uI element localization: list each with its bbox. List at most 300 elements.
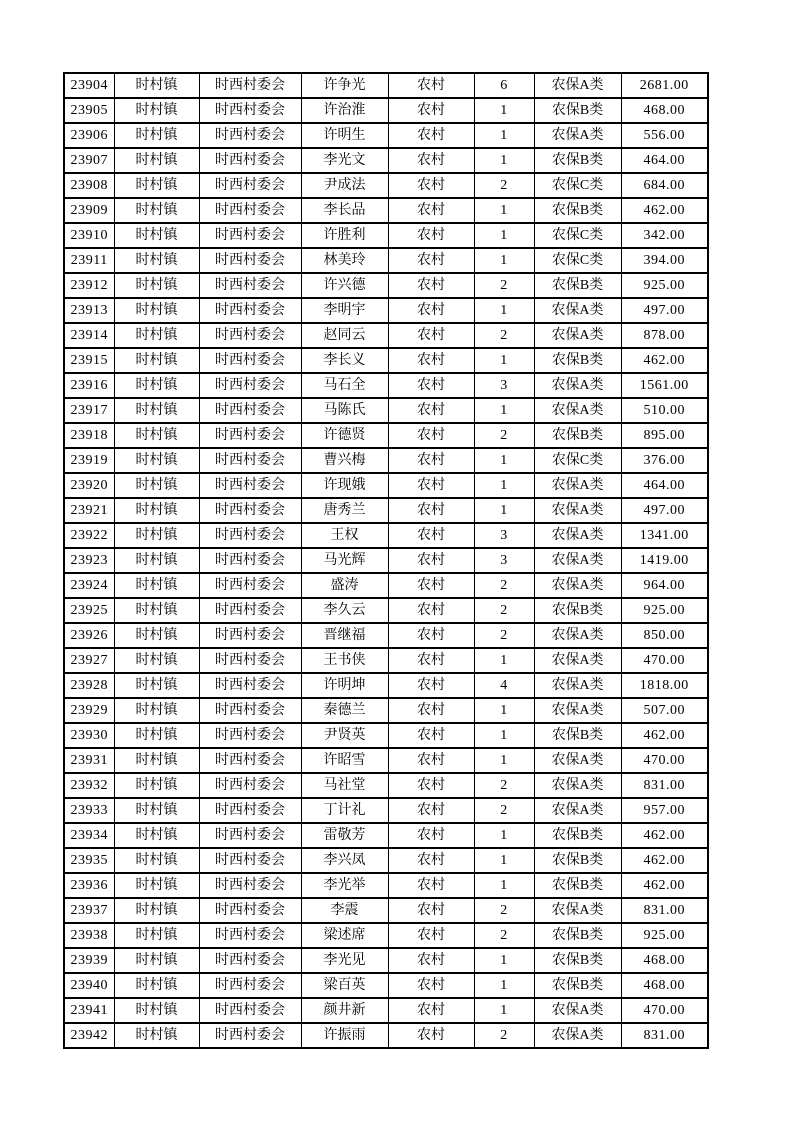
insurance-category-cell: 农保A类 — [534, 623, 621, 648]
person-name-cell: 曹兴梅 — [301, 448, 388, 473]
record-id-cell: 23917 — [64, 398, 114, 423]
person-count-cell: 2 — [474, 173, 534, 198]
insurance-category-cell: 农保A类 — [534, 123, 621, 148]
table-row — [64, 123, 708, 148]
town-cell: 时村镇 — [114, 548, 199, 573]
person-name-cell: 马光辉 — [301, 548, 388, 573]
village-committee-cell: 时西村委会 — [199, 248, 301, 273]
town-cell: 时村镇 — [114, 623, 199, 648]
village-committee-cell: 时西村委会 — [199, 223, 301, 248]
insurance-category-cell: 农保A类 — [534, 798, 621, 823]
table-row — [64, 748, 708, 773]
village-committee-cell: 时西村委会 — [199, 848, 301, 873]
person-name-cell: 颜井新 — [301, 998, 388, 1023]
insurance-category-cell: 农保B类 — [534, 148, 621, 173]
amount-cell: 510.00 — [621, 398, 708, 423]
table-row — [64, 373, 708, 398]
person-name-cell: 李光举 — [301, 873, 388, 898]
person-count-cell: 2 — [474, 898, 534, 923]
village-committee-cell: 时西村委会 — [199, 523, 301, 548]
insurance-category-cell: 农保A类 — [534, 523, 621, 548]
insurance-category-cell: 农保C类 — [534, 248, 621, 273]
amount-cell: 556.00 — [621, 123, 708, 148]
town-cell: 时村镇 — [114, 698, 199, 723]
insurance-category-cell: 农保B类 — [534, 873, 621, 898]
amount-cell: 964.00 — [621, 573, 708, 598]
table-row — [64, 723, 708, 748]
table-row — [64, 73, 708, 98]
insurance-category-cell: 农保B类 — [534, 598, 621, 623]
person-name-cell: 许振雨 — [301, 1023, 388, 1048]
town-cell: 时村镇 — [114, 948, 199, 973]
record-id-cell: 23906 — [64, 123, 114, 148]
table-row — [64, 248, 708, 273]
town-cell: 时村镇 — [114, 923, 199, 948]
town-cell: 时村镇 — [114, 123, 199, 148]
insurance-category-cell: 农保B类 — [534, 823, 621, 848]
amount-cell: 507.00 — [621, 698, 708, 723]
person-count-cell: 1 — [474, 448, 534, 473]
residence-type-cell: 农村 — [388, 473, 474, 498]
insurance-roster-table — [63, 72, 709, 1049]
table-row — [64, 398, 708, 423]
person-name-cell: 王书侠 — [301, 648, 388, 673]
town-cell: 时村镇 — [114, 473, 199, 498]
person-count-cell: 3 — [474, 548, 534, 573]
insurance-category-cell: 农保B类 — [534, 348, 621, 373]
record-id-cell: 23935 — [64, 848, 114, 873]
residence-type-cell: 农村 — [388, 198, 474, 223]
table-row — [64, 1023, 708, 1048]
insurance-category-cell: 农保B类 — [534, 923, 621, 948]
residence-type-cell: 农村 — [388, 748, 474, 773]
residence-type-cell: 农村 — [388, 423, 474, 448]
residence-type-cell: 农村 — [388, 73, 474, 98]
person-name-cell: 马社堂 — [301, 773, 388, 798]
table-row — [64, 498, 708, 523]
town-cell: 时村镇 — [114, 348, 199, 373]
person-count-cell: 1 — [474, 698, 534, 723]
residence-type-cell: 农村 — [388, 648, 474, 673]
person-count-cell: 1 — [474, 248, 534, 273]
record-id-cell: 23938 — [64, 923, 114, 948]
insurance-category-cell: 农保B类 — [534, 948, 621, 973]
record-id-cell: 23905 — [64, 98, 114, 123]
person-count-cell: 1 — [474, 823, 534, 848]
person-count-cell: 1 — [474, 148, 534, 173]
town-cell: 时村镇 — [114, 173, 199, 198]
record-id-cell: 23910 — [64, 223, 114, 248]
record-id-cell: 23921 — [64, 498, 114, 523]
table-row — [64, 423, 708, 448]
person-name-cell: 尹成法 — [301, 173, 388, 198]
record-id-cell: 23931 — [64, 748, 114, 773]
village-committee-cell: 时西村委会 — [199, 548, 301, 573]
table-row — [64, 673, 708, 698]
person-count-cell: 1 — [474, 948, 534, 973]
residence-type-cell: 农村 — [388, 148, 474, 173]
village-committee-cell: 时西村委会 — [199, 473, 301, 498]
town-cell: 时村镇 — [114, 323, 199, 348]
residence-type-cell: 农村 — [388, 598, 474, 623]
village-committee-cell: 时西村委会 — [199, 98, 301, 123]
insurance-category-cell: 农保A类 — [534, 698, 621, 723]
insurance-category-cell: 农保A类 — [534, 773, 621, 798]
village-committee-cell: 时西村委会 — [199, 298, 301, 323]
table-row — [64, 448, 708, 473]
amount-cell: 462.00 — [621, 348, 708, 373]
table-row — [64, 998, 708, 1023]
person-name-cell: 李长义 — [301, 348, 388, 373]
town-cell: 时村镇 — [114, 973, 199, 998]
insurance-category-cell: 农保B类 — [534, 973, 621, 998]
record-id-cell: 23918 — [64, 423, 114, 448]
record-id-cell: 23941 — [64, 998, 114, 1023]
person-count-cell: 1 — [474, 748, 534, 773]
person-name-cell: 许德贤 — [301, 423, 388, 448]
town-cell: 时村镇 — [114, 998, 199, 1023]
residence-type-cell: 农村 — [388, 823, 474, 848]
residence-type-cell: 农村 — [388, 323, 474, 348]
amount-cell: 464.00 — [621, 473, 708, 498]
table-row — [64, 323, 708, 348]
person-name-cell: 雷敬芳 — [301, 823, 388, 848]
residence-type-cell: 农村 — [388, 673, 474, 698]
table-row — [64, 298, 708, 323]
residence-type-cell: 农村 — [388, 998, 474, 1023]
amount-cell: 1419.00 — [621, 548, 708, 573]
person-count-cell: 2 — [474, 273, 534, 298]
person-count-cell: 1 — [474, 973, 534, 998]
record-id-cell: 23932 — [64, 773, 114, 798]
record-id-cell: 23907 — [64, 148, 114, 173]
amount-cell: 462.00 — [621, 848, 708, 873]
record-id-cell: 23927 — [64, 648, 114, 673]
town-cell: 时村镇 — [114, 598, 199, 623]
record-id-cell: 23914 — [64, 323, 114, 348]
person-count-cell: 3 — [474, 373, 534, 398]
insurance-category-cell: 农保A类 — [534, 473, 621, 498]
residence-type-cell: 农村 — [388, 723, 474, 748]
village-committee-cell: 时西村委会 — [199, 598, 301, 623]
amount-cell: 376.00 — [621, 448, 708, 473]
insurance-category-cell: 农保A类 — [534, 998, 621, 1023]
amount-cell: 925.00 — [621, 923, 708, 948]
amount-cell: 462.00 — [621, 198, 708, 223]
table-row — [64, 848, 708, 873]
town-cell: 时村镇 — [114, 298, 199, 323]
town-cell: 时村镇 — [114, 448, 199, 473]
table-row — [64, 223, 708, 248]
person-count-cell: 2 — [474, 323, 534, 348]
village-committee-cell: 时西村委会 — [199, 973, 301, 998]
village-committee-cell: 时西村委会 — [199, 723, 301, 748]
person-name-cell: 李久云 — [301, 598, 388, 623]
table-row — [64, 598, 708, 623]
amount-cell: 878.00 — [621, 323, 708, 348]
village-committee-cell: 时西村委会 — [199, 623, 301, 648]
village-committee-cell: 时西村委会 — [199, 173, 301, 198]
person-name-cell: 丁计礼 — [301, 798, 388, 823]
person-count-cell: 2 — [474, 623, 534, 648]
table-row — [64, 473, 708, 498]
residence-type-cell: 农村 — [388, 623, 474, 648]
table-row — [64, 698, 708, 723]
amount-cell: 470.00 — [621, 998, 708, 1023]
village-committee-cell: 时西村委会 — [199, 698, 301, 723]
amount-cell: 497.00 — [621, 298, 708, 323]
village-committee-cell: 时西村委会 — [199, 323, 301, 348]
person-count-cell: 1 — [474, 123, 534, 148]
residence-type-cell: 农村 — [388, 123, 474, 148]
town-cell: 时村镇 — [114, 73, 199, 98]
town-cell: 时村镇 — [114, 198, 199, 223]
village-committee-cell: 时西村委会 — [199, 898, 301, 923]
insurance-category-cell: 农保A类 — [534, 673, 621, 698]
amount-cell: 831.00 — [621, 1023, 708, 1048]
village-committee-cell: 时西村委会 — [199, 1023, 301, 1048]
town-cell: 时村镇 — [114, 798, 199, 823]
person-count-cell: 2 — [474, 798, 534, 823]
town-cell: 时村镇 — [114, 248, 199, 273]
town-cell: 时村镇 — [114, 898, 199, 923]
person-name-cell: 马陈氏 — [301, 398, 388, 423]
amount-cell: 2681.00 — [621, 73, 708, 98]
amount-cell: 468.00 — [621, 948, 708, 973]
amount-cell: 895.00 — [621, 423, 708, 448]
amount-cell: 462.00 — [621, 723, 708, 748]
town-cell: 时村镇 — [114, 773, 199, 798]
residence-type-cell: 农村 — [388, 898, 474, 923]
town-cell: 时村镇 — [114, 223, 199, 248]
amount-cell: 831.00 — [621, 898, 708, 923]
record-id-cell: 23928 — [64, 673, 114, 698]
residence-type-cell: 农村 — [388, 498, 474, 523]
amount-cell: 462.00 — [621, 823, 708, 848]
table-row — [64, 923, 708, 948]
insurance-category-cell: 农保A类 — [534, 298, 621, 323]
insurance-category-cell: 农保A类 — [534, 73, 621, 98]
town-cell: 时村镇 — [114, 273, 199, 298]
person-name-cell: 许治淮 — [301, 98, 388, 123]
person-count-cell: 2 — [474, 423, 534, 448]
village-committee-cell: 时西村委会 — [199, 273, 301, 298]
person-name-cell: 王权 — [301, 523, 388, 548]
person-count-cell: 1 — [474, 648, 534, 673]
record-id-cell: 23920 — [64, 473, 114, 498]
table-row — [64, 823, 708, 848]
record-id-cell: 23942 — [64, 1023, 114, 1048]
village-committee-cell: 时西村委会 — [199, 748, 301, 773]
residence-type-cell: 农村 — [388, 773, 474, 798]
person-name-cell: 许兴德 — [301, 273, 388, 298]
village-committee-cell: 时西村委会 — [199, 398, 301, 423]
insurance-category-cell: 农保A类 — [534, 398, 621, 423]
town-cell: 时村镇 — [114, 98, 199, 123]
record-id-cell: 23933 — [64, 798, 114, 823]
residence-type-cell: 农村 — [388, 223, 474, 248]
insurance-category-cell: 农保C类 — [534, 223, 621, 248]
table-row — [64, 623, 708, 648]
village-committee-cell: 时西村委会 — [199, 73, 301, 98]
residence-type-cell: 农村 — [388, 448, 474, 473]
person-count-cell: 2 — [474, 598, 534, 623]
record-id-cell: 23924 — [64, 573, 114, 598]
person-count-cell: 1 — [474, 998, 534, 1023]
record-id-cell: 23909 — [64, 198, 114, 223]
amount-cell: 470.00 — [621, 648, 708, 673]
residence-type-cell: 农村 — [388, 298, 474, 323]
table-row — [64, 148, 708, 173]
person-name-cell: 马石全 — [301, 373, 388, 398]
amount-cell: 394.00 — [621, 248, 708, 273]
insurance-category-cell: 农保A类 — [534, 898, 621, 923]
amount-cell: 925.00 — [621, 273, 708, 298]
amount-cell: 1341.00 — [621, 523, 708, 548]
insurance-category-cell: 农保A类 — [534, 548, 621, 573]
insurance-category-cell: 农保A类 — [534, 498, 621, 523]
village-committee-cell: 时西村委会 — [199, 798, 301, 823]
record-id-cell: 23912 — [64, 273, 114, 298]
town-cell: 时村镇 — [114, 823, 199, 848]
insurance-category-cell: 农保C类 — [534, 448, 621, 473]
amount-cell: 1561.00 — [621, 373, 708, 398]
village-committee-cell: 时西村委会 — [199, 423, 301, 448]
residence-type-cell: 农村 — [388, 248, 474, 273]
table-row — [64, 348, 708, 373]
person-name-cell: 许现娥 — [301, 473, 388, 498]
insurance-category-cell: 农保A类 — [534, 748, 621, 773]
person-name-cell: 林美玲 — [301, 248, 388, 273]
village-committee-cell: 时西村委会 — [199, 198, 301, 223]
amount-cell: 957.00 — [621, 798, 708, 823]
record-id-cell: 23904 — [64, 73, 114, 98]
town-cell: 时村镇 — [114, 523, 199, 548]
person-name-cell: 唐秀兰 — [301, 498, 388, 523]
residence-type-cell: 农村 — [388, 873, 474, 898]
record-id-cell: 23929 — [64, 698, 114, 723]
amount-cell: 684.00 — [621, 173, 708, 198]
village-committee-cell: 时西村委会 — [199, 348, 301, 373]
amount-cell: 850.00 — [621, 623, 708, 648]
insurance-category-cell: 农保B类 — [534, 273, 621, 298]
insurance-category-cell: 农保A类 — [534, 1023, 621, 1048]
residence-type-cell: 农村 — [388, 948, 474, 973]
person-name-cell: 许胜利 — [301, 223, 388, 248]
amount-cell: 470.00 — [621, 748, 708, 773]
person-name-cell: 秦德兰 — [301, 698, 388, 723]
table-row — [64, 523, 708, 548]
person-count-cell: 1 — [474, 723, 534, 748]
record-id-cell: 23934 — [64, 823, 114, 848]
person-count-cell: 6 — [474, 73, 534, 98]
residence-type-cell: 农村 — [388, 98, 474, 123]
village-committee-cell: 时西村委会 — [199, 823, 301, 848]
record-id-cell: 23939 — [64, 948, 114, 973]
residence-type-cell: 农村 — [388, 398, 474, 423]
person-count-cell: 2 — [474, 923, 534, 948]
town-cell: 时村镇 — [114, 723, 199, 748]
village-committee-cell: 时西村委会 — [199, 498, 301, 523]
record-id-cell: 23911 — [64, 248, 114, 273]
village-committee-cell: 时西村委会 — [199, 373, 301, 398]
record-id-cell: 23916 — [64, 373, 114, 398]
amount-cell: 831.00 — [621, 773, 708, 798]
person-count-cell: 1 — [474, 98, 534, 123]
person-count-cell: 1 — [474, 223, 534, 248]
town-cell: 时村镇 — [114, 1023, 199, 1048]
table-row — [64, 198, 708, 223]
insurance-category-cell: 农保A类 — [534, 323, 621, 348]
person-name-cell: 李震 — [301, 898, 388, 923]
amount-cell: 462.00 — [621, 873, 708, 898]
residence-type-cell: 农村 — [388, 173, 474, 198]
insurance-category-cell: 农保B类 — [534, 423, 621, 448]
residence-type-cell: 农村 — [388, 798, 474, 823]
person-count-cell: 1 — [474, 873, 534, 898]
person-name-cell: 梁百英 — [301, 973, 388, 998]
insurance-category-cell: 农保B类 — [534, 848, 621, 873]
residence-type-cell: 农村 — [388, 373, 474, 398]
town-cell: 时村镇 — [114, 673, 199, 698]
insurance-category-cell: 农保B类 — [534, 723, 621, 748]
table-body — [64, 73, 708, 1048]
record-id-cell: 23926 — [64, 623, 114, 648]
person-count-cell: 2 — [474, 773, 534, 798]
record-id-cell: 23919 — [64, 448, 114, 473]
town-cell: 时村镇 — [114, 748, 199, 773]
person-count-cell: 1 — [474, 398, 534, 423]
person-count-cell: 1 — [474, 473, 534, 498]
table-row — [64, 648, 708, 673]
record-id-cell: 23923 — [64, 548, 114, 573]
table-row — [64, 948, 708, 973]
person-count-cell: 1 — [474, 348, 534, 373]
town-cell: 时村镇 — [114, 573, 199, 598]
residence-type-cell: 农村 — [388, 548, 474, 573]
village-committee-cell: 时西村委会 — [199, 998, 301, 1023]
person-name-cell: 李明宇 — [301, 298, 388, 323]
village-committee-cell: 时西村委会 — [199, 123, 301, 148]
person-name-cell: 李长品 — [301, 198, 388, 223]
town-cell: 时村镇 — [114, 398, 199, 423]
town-cell: 时村镇 — [114, 423, 199, 448]
person-name-cell: 李光见 — [301, 948, 388, 973]
table-row — [64, 548, 708, 573]
town-cell: 时村镇 — [114, 373, 199, 398]
residence-type-cell: 农村 — [388, 973, 474, 998]
person-name-cell: 许明坤 — [301, 673, 388, 698]
table-row — [64, 173, 708, 198]
insurance-category-cell: 农保A类 — [534, 648, 621, 673]
residence-type-cell: 农村 — [388, 848, 474, 873]
amount-cell: 468.00 — [621, 98, 708, 123]
person-count-cell: 1 — [474, 498, 534, 523]
table-row — [64, 573, 708, 598]
table-row — [64, 773, 708, 798]
person-count-cell: 1 — [474, 198, 534, 223]
insurance-category-cell: 农保C类 — [534, 173, 621, 198]
table-row — [64, 973, 708, 998]
record-id-cell: 23922 — [64, 523, 114, 548]
residence-type-cell: 农村 — [388, 348, 474, 373]
insurance-category-cell: 农保A类 — [534, 573, 621, 598]
town-cell: 时村镇 — [114, 648, 199, 673]
record-id-cell: 23915 — [64, 348, 114, 373]
person-name-cell: 许争光 — [301, 73, 388, 98]
amount-cell: 468.00 — [621, 973, 708, 998]
person-name-cell: 许明生 — [301, 123, 388, 148]
